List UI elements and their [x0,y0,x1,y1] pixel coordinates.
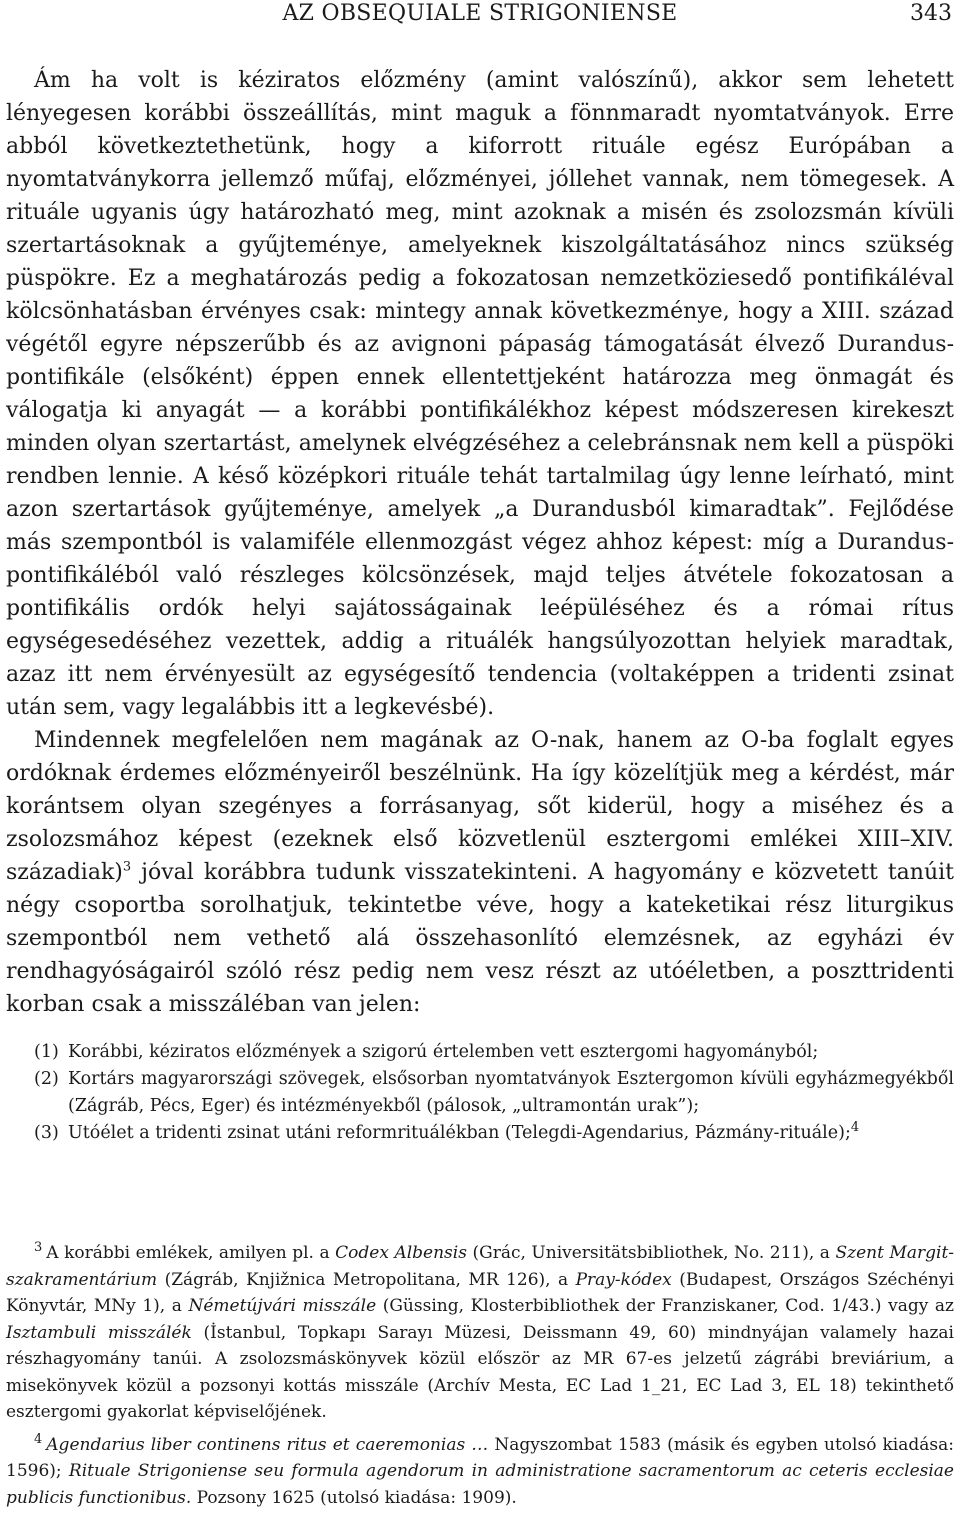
list-marker: (3) [34,1123,59,1143]
footnote-title-italic: Agendarius liber continens ritus et caeremonias … [46,1434,489,1455]
list-item [6,1066,954,1120]
footnote-text: (Grác, Universitätsbibliothek, No. 211), a [466,1243,836,1263]
list-item [6,1039,954,1066]
footnote-4 [6,1432,954,1512]
paragraph-1: Ám ha volt is kéziratos előzmény (amint valószínű), akkor sem lehetett lényegesen korábbi összeállítás, mint maguk a fönnmaradt nyomtatványok. Erre abból következtethetünk, hogy a kiforrott rituále egész Európában a nyomtatványkorra jellemző műfaj, előzményei, jóllehet vannak, nem tömegesek. A rituále ugyanis úgy határozható meg, mint azoknak a misén és zsolozsmán kívüli szertartásoknak a gyűjteménye, amelyeknek kiszolgáltatásához nincs szükség püspökre. Ez a meghatározás pedig a fokozatosan nemzetköziesedő pontifikáléval kölcsönhatásban érvényes csak: mintegy annak következménye, hogy a XIII. század végétől egyre népszerűbb és az avignoni pápaság támogatását élvező Durandus-pontifikále (elsőként) éppen ennek ellentettjeként határozza meg önmagát és válogatja ki anyagát — a korábbi pontifikálékhoz képest módszeresen kirekeszt minden olyan szertartást, amelynek elvégzéséhez a celebránsnak nem kell a püspöki rendben lennie. A késő középkori rituále tehát tartalmilag úgy lenne leírható, mint azon szertartások gyűjteménye, amelyek „a Durandusból kimaradtak”. Fejlődése más szempontból is valamiféle ellenmozgást végez ahhoz képest: míg a Durandus-pontifikáléból való részleges kölcsönzések, majd teljes átvétele fokozatosan a pontifikális ordók helyi sajátosságainak leépüléséhez és a római rítus egységesedéséhez vezettek, addig a rituálék hangsúlyozottan helyiek maradtak, azaz itt nem érvényesült az egységesítő tendencia (voltaképpen a tridenti zsinat után sem, vagy legalábbis itt a legkevésbé). [6,68,954,720]
footnotes [6,1240,954,1511]
paragraph-2-text-b: jóval korábbra tudunk visszatekinteni. A hagyomány e közvetett tanúit négy csoportba sorolhatjuk, tekintetbe véve, hogy a kateketikai rész liturgikus szempontból nem vethető alá összehasonlító elemzésnek, az egyházi év rendhagyóságairól szóló rész pedig nem vesz részt az utóéletben, a poszttridenti korban csak a misszáléban van jelen: [6,860,954,1017]
footnote-ref-4[interactable]: 4 [850,1120,860,1136]
paragraph-2 [6,724,954,1021]
footnote-text: (Budapest, Országos Széchényi Könyvtár, MNy 1), a [6,1269,955,1316]
footnote-title-italic: Rituale Strigoniense seu formula agendorum in administratione sacramentorum ac ceteris ecclesiae publicis functionibus. [6,1461,954,1508]
list-item [6,1120,954,1147]
running-title: AZ OBSEQUIALE STRIGONIENSE [282,1,678,26]
page-number: 343 [910,1,952,26]
footnote-number: 4 [34,1431,43,1447]
main-text [6,64,954,1147]
footnote-number: 3 [34,1240,43,1256]
source-groups-list [6,1039,954,1147]
footnote-text: Pozsony 1625 (utolsó kiadása: 1909). [191,1487,517,1508]
footnote-text: Nagyszombat 1583 (másik és egyben utolsó kiadása: 1596); [6,1434,954,1481]
footnote-title-italic: Isztambuli misszálék [6,1322,192,1343]
footnote-title-italic: Szent Margit-szakramentárium [6,1243,955,1290]
list-item-text: Kortárs magyarországi szövegek, elsősorban nyomtatványok Esztergomon kívüli egyházmegyékből (Zágráb, Pécs, Eger) és intézményekből (pálosok, „ultramontán urak”); [68,1069,954,1116]
list-marker: (1) [34,1042,59,1062]
footnote-ref-3[interactable]: 3 [122,859,132,875]
footnote-3 [6,1240,954,1426]
footnote-title-italic: Pray-kódex [575,1269,672,1290]
list-item-text: Utóélet a tridenti zsinat utáni reformrituálékban (Telegdi-Agendarius, Pázmány-rituále); [68,1123,851,1143]
footnote-title-italic: Németújvári misszále [188,1296,377,1316]
footnote-text: (İstanbul, Topkapı Sarayı Müzesi, Deissmann 49, 60) mindnyájan valamely hazai részhagyomány tanúi. A zsolozsmáskönyvek közül először az MR 67-es jelzetű zágrábi breviárium, a misekönyvek közül a pozsonyi kottás misszále (Archív Mesta, EC Lad 1_21, EC Lad 3, EL 18) tekinthető esztergomi gyakorlat képviselőjének. [6,1322,954,1422]
footnote-title-italic: Codex Albensis [335,1243,467,1263]
list-item-text: Korábbi, kéziratos előzmények a szigorú értelemben vett esztergomi hagyományból; [68,1042,819,1062]
list-marker: (2) [34,1069,59,1089]
paragraph-2-text-a: Mindennek megfelelően nem magának az O-nak, hanem az O-ba foglalt egyes ordóknak érdemes előzményeiről beszélnünk. Ha így közelítjük meg a kérdést, már korántsem olyan szegényes a forrásanyag, sőt kiderül, hogy a miséhez és a zsolozsmához képest (ezeknek első közvetlenül esztergomi emlékei XIII–XIV. századiak) [6,728,954,885]
footnote-text: A korábbi emlékek, amilyen pl. a [46,1243,336,1263]
footnote-text: (Zágráb, Knjižnica Metropolitana, MR 126), a [157,1269,576,1290]
footnote-text: (Güssing, Klosterbibliothek der Franziskaner, Cod. 1/43.) vagy az [376,1296,955,1316]
running-head [6,0,954,34]
